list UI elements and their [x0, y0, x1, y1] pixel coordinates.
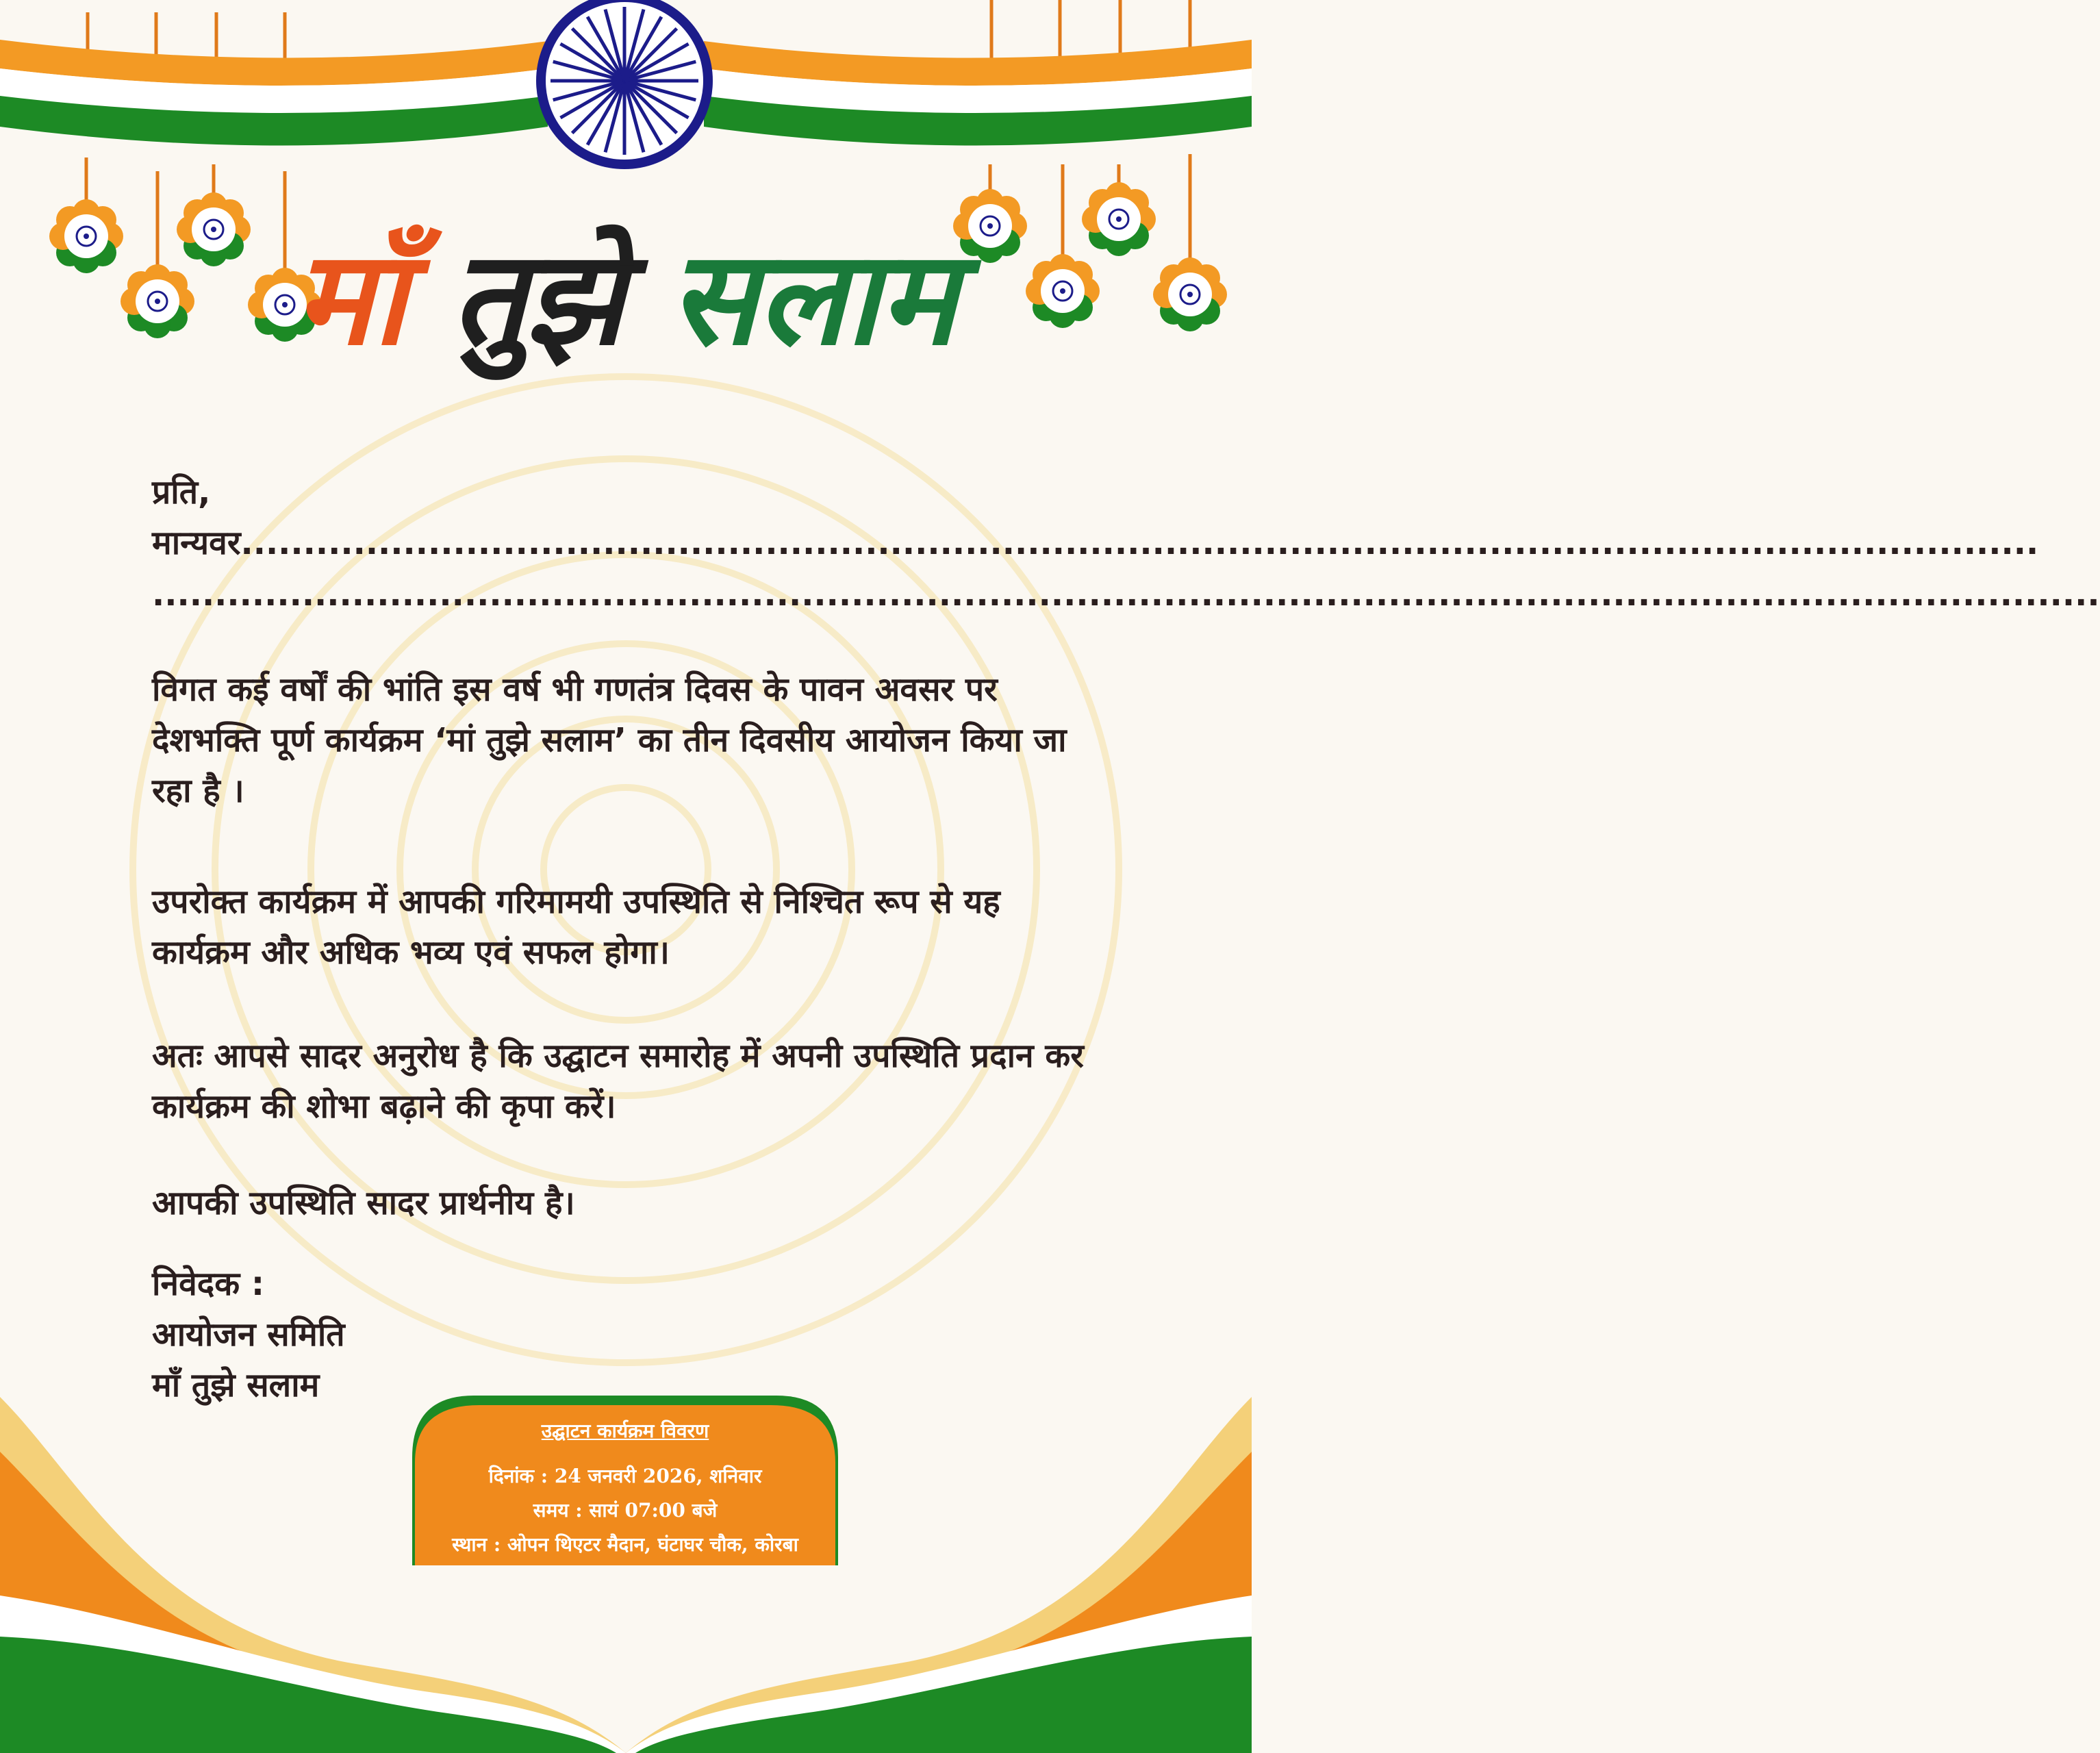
paragraph-3: अतः आपसे सादर अनुरोध है कि उद्घाटन समारोह में अपनी उपस्थिति प्रदान कर कार्यक्रम की शोभा बढ़ाने की कृपा करें।: [152, 1037, 1084, 1126]
addressee-blank-line-2: ............................................................................................................................................................: [152, 575, 2100, 614]
title-word-3: सलाम: [669, 221, 957, 374]
event-venue: स्थान : ओपन थिएटर मैदान, घंटाघर चौक, कोरबा: [452, 1533, 798, 1556]
to-label: प्रति,: [152, 473, 211, 512]
paragraph-1: विगत कई वर्षों की भांति इस वर्ष भी गणतंत्र दिवस के पावन अवसर पर देशभक्ति पूर्ण कार्यक्रम ‘मां तुझे सलाम’ का तीन दिवसीय आयोजन किया जा रहा है ।: [152, 670, 1067, 810]
signoff-label: निवेदक :: [152, 1265, 265, 1303]
event-text: [412, 1396, 838, 1565]
event-date: दिनांक : 24 जनवरी 2026, शनिवार: [488, 1465, 762, 1487]
addressee-label: मान्यवर: [152, 524, 241, 562]
title-word-1: माँ: [294, 221, 407, 374]
event-details-box: [412, 1396, 838, 1565]
title-word-2: तुझे: [451, 221, 624, 374]
signoff-committee: आयोजन समिति: [152, 1315, 345, 1354]
signoff-program: माँ तुझे सलाम: [152, 1366, 320, 1404]
addressee-blank: ................................................................................................................................................: [240, 524, 2039, 562]
paragraph-2: उपरोक्त कार्यक्रम में आपकी गरिमामयी उपस्थिति से निश्चित रूप से यह कार्यक्रम और अधिक भव्य एवं सफल होगा।: [152, 883, 1000, 972]
event-time: समय : सायं 07:00 बजे: [533, 1499, 718, 1522]
event-heading: उद्घाटन कार्यक्रम विवरण: [541, 1420, 709, 1442]
paragraph-4: आपकी उपस्थिति सादर प्रार्थनीय है।: [152, 1184, 575, 1222]
